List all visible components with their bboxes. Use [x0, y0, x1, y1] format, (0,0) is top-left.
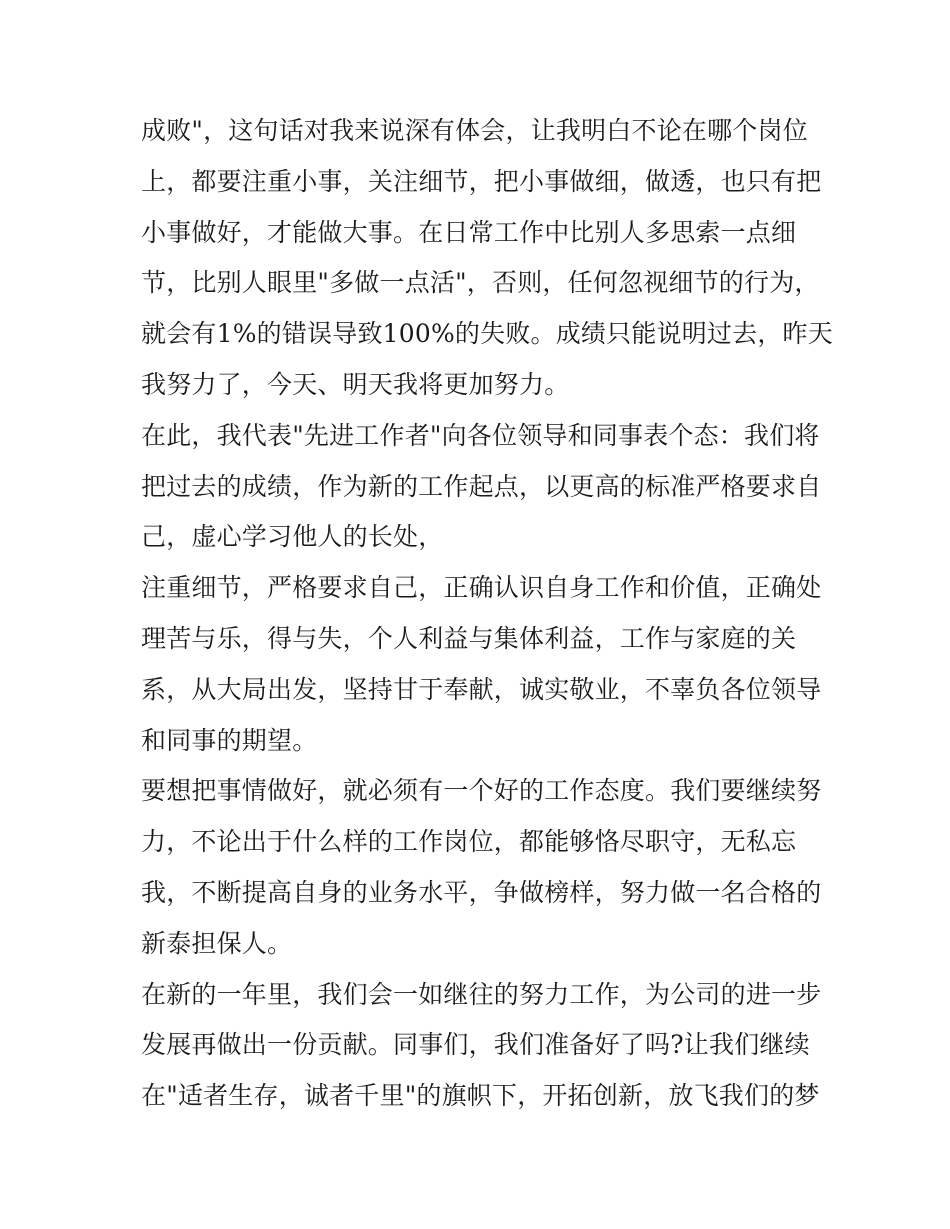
text-line: 己，虚心学习他人的长处，	[141, 522, 444, 552]
text-line: 成败"，这句话对我来说深有体会，让我明白不论在哪个岗位	[141, 116, 808, 145]
body-text	[141, 106, 833, 1122]
text-line: 在新的一年里，我们会一如继往的努力工作，为公司的进一步	[141, 979, 822, 1009]
text-line: 小事做好，才能做大事。在日常工作中比别人多思索一点细	[141, 217, 797, 247]
text-line: 和同事的期望。	[141, 725, 318, 755]
text-line: 新泰担保人。	[141, 928, 293, 958]
text-line: 上，都要注重小事，关注细节，把小事做细，做透，也只有把	[141, 166, 822, 196]
text-line: 节，比别人眼里"多做一点活"，否则，任何忽视细节的行为，	[141, 268, 820, 298]
text-line: 把过去的成绩，作为新的工作起点，以更高的标准严格要求自	[141, 471, 822, 501]
text-line: 发展再做出一份贡献。同事们，我们准备好了吗?让我们继续	[141, 1030, 810, 1060]
text-line: 我努力了，今天、明天我将更加努力。	[141, 369, 570, 399]
text-line: 就会有1%的错误导致100%的失败。成绩只能说明过去，昨天	[141, 319, 833, 349]
text-line: 要想把事情做好，就必须有一个好的工作态度。我们要继续努	[141, 776, 822, 806]
text-line: 在"适者生存，诚者千里"的旗帜下，开拓创新，放飞我们的梦	[141, 1081, 820, 1111]
text-line: 注重细节，严格要求自己，正确认识自身工作和价值，正确处	[141, 573, 822, 603]
text-line: 我，不断提高自身的业务水平，争做榜样，努力做一名合格的	[141, 877, 822, 907]
text-line: 力，不论出于什么样的工作岗位，都能够恪尽职守，无私忘	[141, 827, 797, 857]
text-line: 在此，我代表"先进工作者"向各位领导和同事表个态：我们将	[141, 420, 820, 450]
text-line: 系，从大局出发，坚持甘于奉献，诚实敬业，不辜负各位领导	[141, 674, 822, 704]
text-line: 理苦与乐，得与失，个人利益与集体利益，工作与家庭的关	[141, 623, 797, 653]
